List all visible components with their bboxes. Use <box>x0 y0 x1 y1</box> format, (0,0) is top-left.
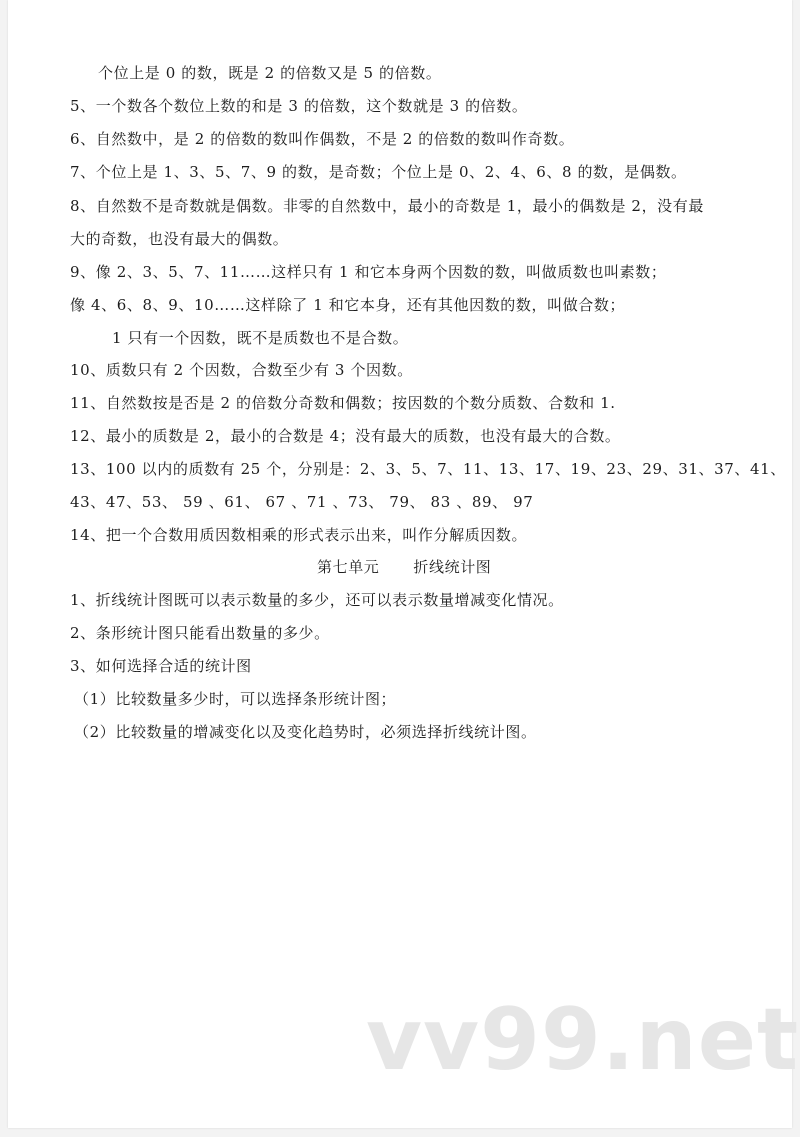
text-line: 13、100 以内的质数有 25 个，分别是：2、3、5、7、11、13、17、19、23、29、31、37、41、 <box>70 460 786 478</box>
text-line: 9、像 2、3、5、7、11……这样只有 1 和它本身两个因数的数，叫做质数也叫素数； <box>70 263 667 281</box>
text-line: 大的奇数，也没有最大的偶数。 <box>70 230 289 248</box>
text-line: 个位上是 0 的数，既是 2 的倍数又是 5 的倍数。 <box>98 64 442 82</box>
text-line: 3、如何选择合适的统计图 <box>70 657 252 675</box>
text-line: 43、47、53、 59 、61、 67 、71 、73、 79、 83 、89、 97 <box>70 493 534 511</box>
document-page <box>8 0 792 1128</box>
watermark: vv99.net <box>366 990 800 1090</box>
text-line: 1、折线统计图既可以表示数量的多少，还可以表示数量增减变化情况。 <box>70 591 564 609</box>
text-line: 6、自然数中，是 2 的倍数的数叫作偶数，不是 2 的倍数的数叫作奇数。 <box>70 130 575 148</box>
section-heading <box>317 557 491 577</box>
text-line: （1）比较数量多少时，可以选择条形统计图； <box>74 690 397 708</box>
text-line: 11、自然数按是否是 2 的倍数分奇数和偶数；按因数的个数分质数、合数和 1. <box>70 394 616 412</box>
text-line: 10、质数只有 2 个因数，合数至少有 3 个因数。 <box>70 361 413 379</box>
text-line: 8、自然数不是奇数就是偶数。非零的自然数中，最小的奇数是 1，最小的偶数是 2，没有最 <box>70 197 704 215</box>
text-line: 12、最小的质数是 2，最小的合数是 4；没有最大的质数，也没有最大的合数。 <box>70 427 621 445</box>
text-line: 14、把一个合数用质因数相乘的形式表示出来，叫作分解质因数。 <box>70 526 528 544</box>
text-line: （2）比较数量的增减变化以及变化趋势时，必须选择折线统计图。 <box>74 723 537 741</box>
text-line: 像 4、6、8、9、10……这样除了 1 和它本身，还有其他因数的数，叫做合数； <box>70 296 626 314</box>
section-heading-title: 折线统计图 <box>413 558 492 576</box>
text-line: 1 只有一个因数，既不是质数也不是合数。 <box>112 329 409 347</box>
text-line: 7、个位上是 1、3、5、7、9 的数，是奇数；个位上是 0、2、4、6、8 的数，是偶数。 <box>70 163 687 181</box>
section-heading-unit: 第七单元 <box>317 558 380 576</box>
text-line: 2、条形统计图只能看出数量的多少。 <box>70 624 330 642</box>
text-line: 5、一个数各个数位上数的和是 3 的倍数，这个数就是 3 的倍数。 <box>70 97 528 115</box>
